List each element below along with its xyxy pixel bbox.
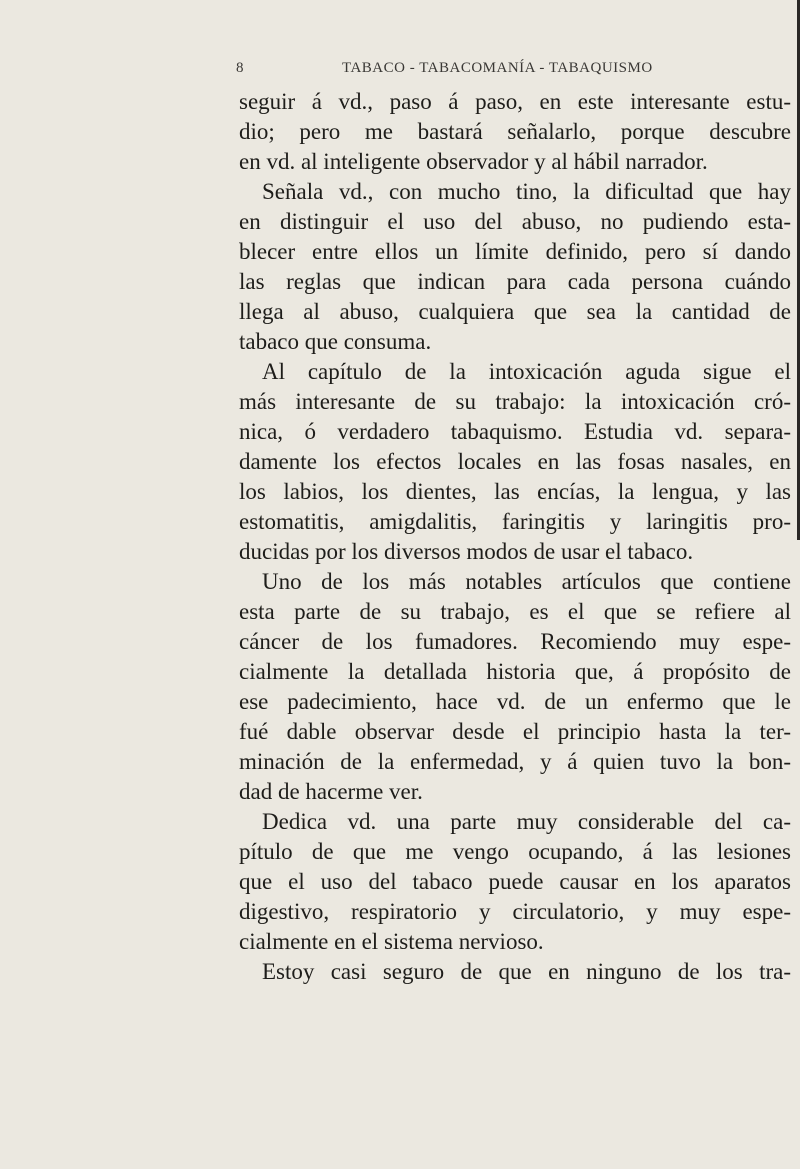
text-line: más interesante de su trabajo: la intoxicación cró- [239,389,791,414]
text-line: Dedica vd. una parte muy considerable del ca- [262,809,791,834]
text-line: Señala vd., con mucho tino, la dificultad que hay [262,179,791,204]
text-line: ducidas por los diversos modos de usar el tabaco. [239,539,694,564]
text-line: Estoy casi seguro de que en ninguno de los tra- [262,959,791,984]
text-line: en vd. al inteligente observador y al hábil narrador. [239,149,708,174]
text-line: estomatitis, amigdalitis, faringitis y laringitis pro- [239,509,791,534]
text-line: cialmente en el sistema nervioso. [239,929,544,954]
text-line: ese padecimiento, hace vd. de un enfermo que le [239,689,791,714]
text-line: blecer entre ellos un límite definido, pero sí dando [239,239,791,264]
text-line: esta parte de su trabajo, es el que se refiere al [239,599,791,624]
text-line: cáncer de los fumadores. Recomiendo muy espe- [239,629,791,654]
text-line: las reglas que indican para cada persona cuándo [239,269,791,294]
text-line: dad de hacerme ver. [239,779,423,804]
text-line: que el uso del tabaco puede causar en los aparatos [239,869,791,894]
text-line: llega al abuso, cualquiera que sea la cantidad de [239,299,791,324]
text-line: nica, ó verdadero tabaquismo. Estudia vd. separa- [239,419,791,444]
running-title: TABACO - TABACOMANÍA - TABAQUISMO [342,60,653,76]
text-line: dio; pero me bastará señalarlo, porque descubre [239,119,791,144]
text-line: digestivo, respiratorio y circulatorio, y muy espe- [239,899,791,924]
text-line: fué dable observar desde el principio hasta la ter- [239,719,791,744]
text-line: tabaco que consuma. [239,329,432,354]
page-number: 8 [236,60,244,76]
text-line: cialmente la detallada historia que, á propósito de [239,659,791,684]
text-line: Uno de los más notables artículos que contiene [262,569,791,594]
text-line: seguir á vd., paso á paso, en este interesante estu- [239,89,791,114]
text-line: los labios, los dientes, las encías, la lengua, y las [239,479,791,504]
text-line: pítulo de que me vengo ocupando, á las lesiones [239,839,791,864]
text-line: damente los efectos locales en las fosas nasales, en [239,449,791,474]
text-line: Al capítulo de la intoxicación aguda sigue el [262,359,791,384]
text-line: en distinguir el uso del abuso, no pudiendo esta- [239,209,791,234]
text-line: minación de la enfermedad, y á quien tuvo la bon- [239,749,791,774]
body-text [239,87,791,987]
